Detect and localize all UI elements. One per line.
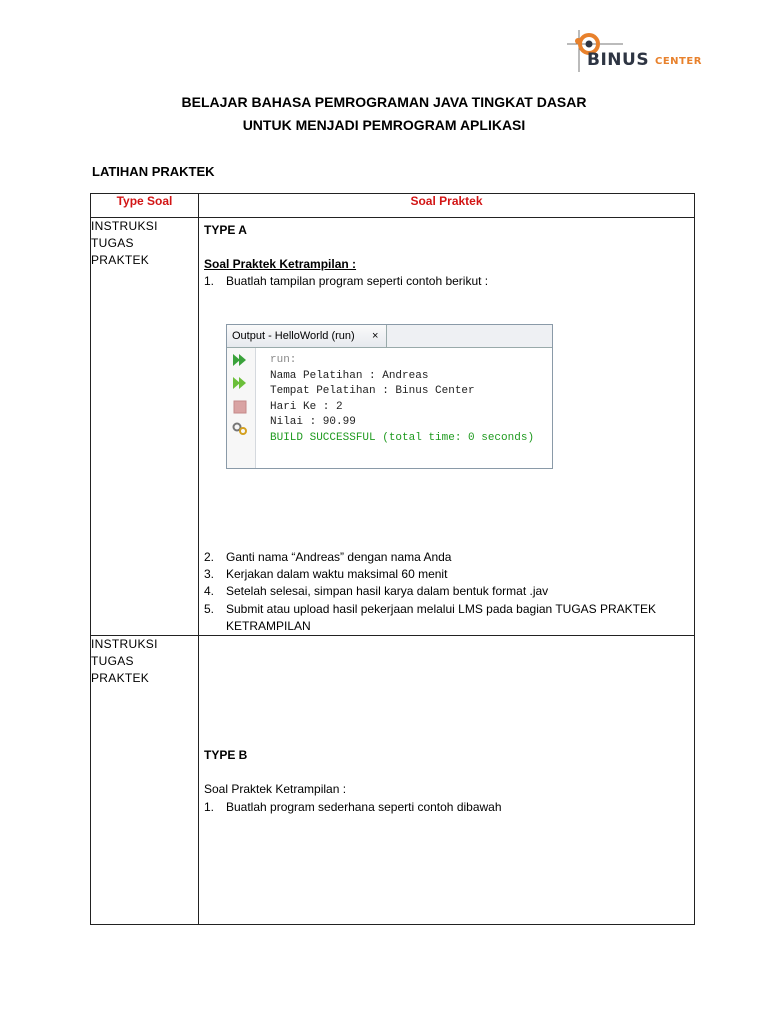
type-a-label: TYPE A xyxy=(204,223,247,237)
type-b-label: TYPE B xyxy=(204,748,248,762)
row-a-content xyxy=(199,218,695,636)
type-a-subtitle: Soal Praktek Ketrampilan : xyxy=(204,257,357,271)
practice-table xyxy=(90,193,695,925)
rerun-icon[interactable] xyxy=(232,376,248,390)
logo-word: BINUS xyxy=(587,50,650,70)
section-heading: LATIHAN PRAKTEK xyxy=(92,164,215,179)
type-a-item-4: 4. Setelah selesai, simpan hasil karya dalam bentuk format .jav xyxy=(204,584,549,598)
settings-icon[interactable] xyxy=(232,422,248,436)
close-icon[interactable]: × xyxy=(372,330,379,342)
row-b-content xyxy=(199,636,695,925)
header-type-soal: Type Soal xyxy=(91,194,199,218)
logo-sub: CENTER xyxy=(655,56,702,67)
type-a-item-5-cont: KETRAMPILAN xyxy=(226,619,311,633)
type-a-item-2: 2. Ganti nama “Andreas” dengan nama Anda xyxy=(204,550,452,564)
binus-center-logo xyxy=(565,28,700,78)
type-a-item-5: 5. Submit atau upload hasil pekerjaan melalui LMS pada bagian TUGAS PRAKTEK xyxy=(204,602,657,616)
type-a-item-1: 1. Buatlah tampilan program seperti contoh berikut : xyxy=(204,274,489,288)
type-a-item-3: 3. Kerjakan dalam waktu maksimal 60 menit xyxy=(204,567,448,581)
row-b-label: INSTRUKSI TUGAS PRAKTEK xyxy=(91,636,199,925)
header-soal-praktek: Soal Praktek xyxy=(199,194,695,218)
type-b-subtitle: Soal Praktek Ketrampilan : xyxy=(204,782,347,796)
run-icon[interactable] xyxy=(232,353,248,367)
stop-icon[interactable] xyxy=(232,400,248,414)
ide-output-tab[interactable]: Output - HelloWorld (run) × xyxy=(227,325,387,347)
type-b-item-1: 1. Buatlah program sederhana seperti contoh dibawah xyxy=(204,800,502,814)
doc-title-line1: BELAJAR BAHASA PEMROGRAMAN JAVA TINGKAT DASAR xyxy=(181,94,587,110)
ide-output-panel xyxy=(226,324,553,469)
doc-title-line2: UNTUK MENJADI PEMROGRAM APLIKASI xyxy=(242,117,526,133)
ide-output-text: run: Nama Pelatihan : Andreas Tempat Pelatihan : Binus Center Hari Ke : 2 Nilai : 90.99 BUILD SUCCESSFUL (total time: 0 seconds) xyxy=(270,354,535,444)
row-a-label: INSTRUKSI TUGAS PRAKTEK xyxy=(91,218,199,636)
